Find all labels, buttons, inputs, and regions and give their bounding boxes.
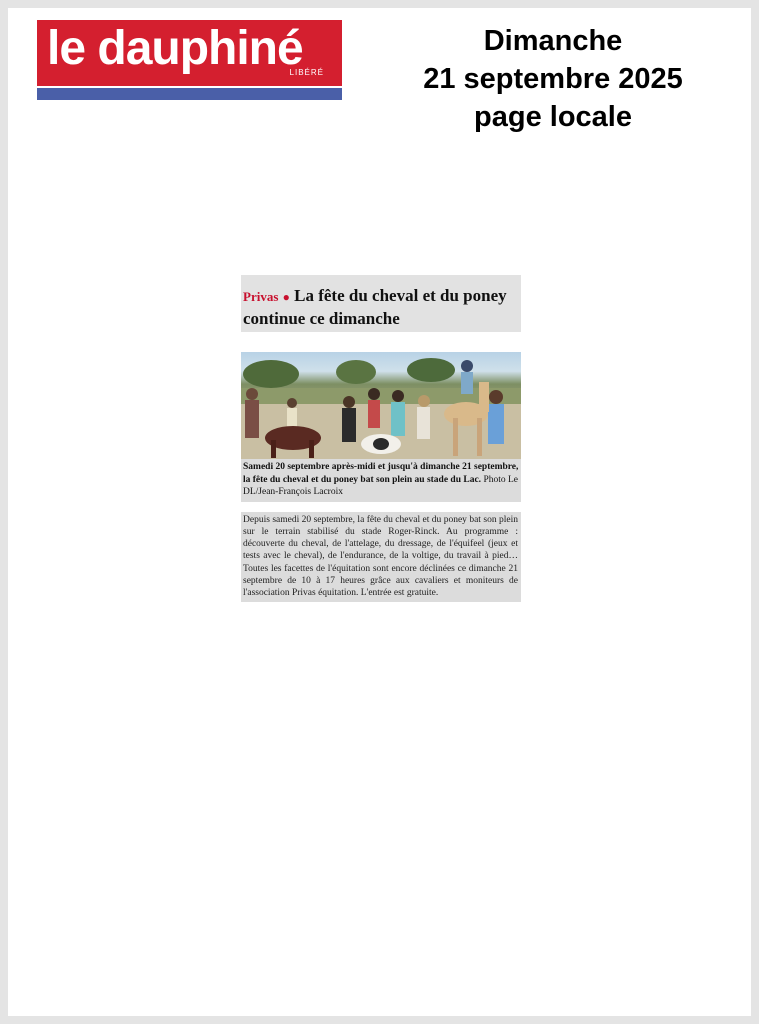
caption-credit: Photo Le DL/Jean-François Lacroix bbox=[243, 474, 519, 497]
section-label: page locale bbox=[474, 101, 632, 133]
logo-title: le dauphiné bbox=[47, 22, 303, 75]
article-body: Depuis samedi 20 septembre, la fête du cheval et du poney bat son plein sur le terrain stabilisé du stade Roger-Rinck. Au programme : découverte du cheval, de l'attelage, du dressage, de l'équifeel (jeux et tests avec le cheval), de l'endurance, de la voltige, du travail à pied… Toutes les facettes de l'équitation sont encore déclinées ce dimanche 21 septembre de 10 à 17 heures grâce aux cavaliers et moniteurs de l'association Privas équitation. L'entrée est gratuite. bbox=[241, 512, 521, 602]
page bbox=[8, 8, 751, 1016]
article-headline bbox=[241, 275, 521, 332]
caption-text: Samedi 20 septembre après-midi et jusqu'à dimanche 21 septembre, la fête du cheval et du poney bat son plein au stade du Lac. bbox=[243, 462, 519, 485]
logo-blue-band bbox=[37, 88, 342, 100]
photo-horses-riders bbox=[241, 352, 521, 459]
newspaper-logo bbox=[37, 20, 342, 100]
article-title: La fête du cheval et du poney continue ce dimanche bbox=[243, 286, 507, 328]
logo-subtitle: LIBÉRÉ bbox=[289, 68, 324, 77]
date-label: 21 septembre 2025 bbox=[423, 63, 683, 95]
day-label: Dimanche bbox=[483, 25, 623, 57]
article-city: Privas bbox=[243, 289, 279, 304]
article-clipping bbox=[241, 275, 521, 602]
bullet-icon: ● bbox=[282, 290, 290, 304]
photo-caption bbox=[241, 459, 521, 502]
date-block bbox=[388, 22, 718, 136]
article-photo bbox=[241, 352, 521, 459]
